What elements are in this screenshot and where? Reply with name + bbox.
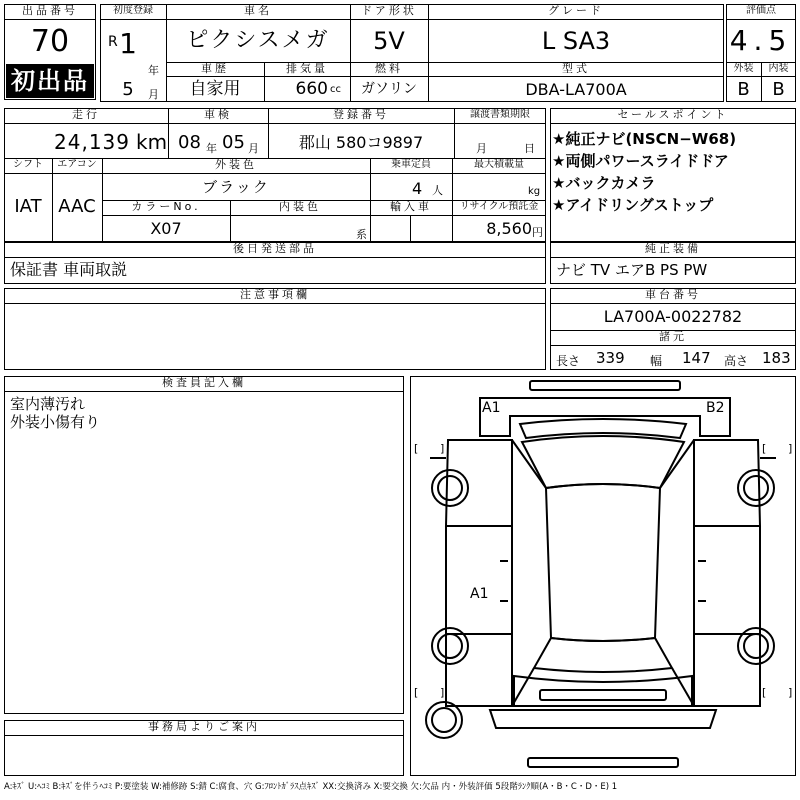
later-parts-label: 後日発送部品 xyxy=(233,242,317,255)
width-label: 幅 xyxy=(650,354,663,368)
notes-label: 注意事項欄 xyxy=(240,288,310,301)
svg-text:]: ] xyxy=(788,686,793,699)
exterior-score-label: 外装 xyxy=(733,63,754,74)
import-label: 輸入車 xyxy=(390,200,432,213)
history-value: 自家用 xyxy=(189,79,241,99)
recycle-unit: 円 xyxy=(532,226,543,239)
recycle-value: 8,560 xyxy=(486,219,532,238)
lot-label: 出品番号 xyxy=(22,4,78,17)
mileage-unit: km xyxy=(136,130,168,154)
height-label: 高さ xyxy=(724,354,749,368)
color-no-value: X07 xyxy=(150,219,182,238)
displacement-unit: cc xyxy=(330,84,341,95)
grade-value: L SA3 xyxy=(541,27,611,55)
office-label: 事務局よりご案内 xyxy=(148,720,260,733)
score-label: 評価点 xyxy=(746,5,776,16)
recycle-label: リサイクル預託金 xyxy=(459,201,539,212)
exterior-score: B xyxy=(737,79,750,100)
mileage-label: 走行 xyxy=(72,108,100,121)
first-listing-badge: 初出品 xyxy=(6,64,94,98)
lot-number: 70 xyxy=(30,24,70,59)
capacity-label: 乗車定員 xyxy=(391,159,431,170)
list-item: ★純正ナビ(NSCN−W68) xyxy=(552,130,737,148)
svg-text:[: [ xyxy=(762,442,767,455)
transfer-label: 譲渡書類期限 xyxy=(470,109,530,120)
equipment-value: ナビ TV エアB PS PW xyxy=(556,261,708,279)
plate-value: 郡山 580コ9897 xyxy=(298,133,424,152)
car-name-value: ピクシスメガ xyxy=(186,28,330,53)
width-value: 147 xyxy=(682,349,711,367)
svg-text:[: [ xyxy=(414,442,419,455)
inspection-year: 08 xyxy=(178,132,201,153)
equipment-label: 純正装備 xyxy=(645,242,701,255)
car-name-label: 車名 xyxy=(244,4,272,17)
ext-color-value: ブラック xyxy=(202,178,270,196)
sales-points-list xyxy=(552,128,794,216)
aircon-value: AAC xyxy=(58,196,96,217)
transfer-day-unit: 日 xyxy=(524,142,535,155)
interior-score: B xyxy=(772,79,785,100)
list-item: 外装小傷有り xyxy=(10,413,101,431)
svg-text:[: [ xyxy=(414,686,419,699)
int-color-label: 内装色 xyxy=(279,200,321,213)
aircon-label: エアコン xyxy=(57,159,97,170)
registration-label: 初度登録 xyxy=(113,5,153,16)
inspection-month: 05 xyxy=(222,132,245,153)
inspection-month-unit: 月 xyxy=(248,142,259,155)
capacity-value: 4 xyxy=(412,179,423,198)
mileage-value: 24,139 xyxy=(54,130,130,154)
transfer-month-unit: 月 xyxy=(476,142,487,155)
svg-text:[: [ xyxy=(762,686,767,699)
int-color-unit: 系 xyxy=(356,228,367,241)
shift-label: シフト xyxy=(13,159,43,170)
svg-text:]: ] xyxy=(788,442,793,455)
list-item: ★バックカメラ xyxy=(552,174,656,192)
length-label: 長さ xyxy=(556,354,581,368)
fuel-value: ガソリン xyxy=(361,81,417,97)
legend: A:ｷｽﾞ U:ﾍｺﾐ B:ｷｽﾞを伴うﾍｺﾐ P:要塗装 W:補修跡 S:錆 C:腐食、穴 G:ﾌﾛﾝﾄｶﾞﾗｽ点ｷｽﾞ XX:交換済み X:要交換 欠:欠品 内・外装評価 5段階ﾗﾝｸ順(A・B・C・D・E) 1 xyxy=(4,782,618,792)
list-item: ★アイドリングストップ xyxy=(552,196,714,214)
later-parts-value: 保証書 車両取説 xyxy=(10,260,128,279)
inspector-label: 検査員記入欄 xyxy=(162,376,246,389)
interior-score-label: 内装 xyxy=(768,63,789,74)
model-value: DBA-LA700A xyxy=(525,80,627,99)
color-no-label: カラーNo. xyxy=(131,200,201,213)
height-value: 183 xyxy=(762,349,791,367)
damage-mark: A1 xyxy=(470,586,489,602)
chassis-label: 車台番号 xyxy=(645,288,701,301)
grade-label: グレード xyxy=(548,4,604,17)
damage-mark: B2 xyxy=(706,400,725,416)
list-item: ★両側パワースライドドア xyxy=(552,152,729,170)
inspector-notes xyxy=(10,395,100,431)
model-label: 型式 xyxy=(562,62,590,75)
registration-month-unit: 月 xyxy=(148,88,159,101)
sales-points-label: セールスポイント xyxy=(617,108,729,121)
plate-label: 登録番号 xyxy=(333,108,389,121)
registration-year: 1 xyxy=(119,27,137,60)
dims-label: 諸元 xyxy=(659,330,687,343)
door-value: 5V xyxy=(373,27,405,55)
car-diagram xyxy=(410,376,796,776)
displacement-label: 排気量 xyxy=(286,62,328,75)
damage-mark: A1 xyxy=(482,400,501,416)
max-load-unit: kg xyxy=(528,186,541,197)
fuel-label: 燃料 xyxy=(375,62,403,75)
list-item: 室内薄汚れ xyxy=(10,395,86,413)
shift-value: IAT xyxy=(14,196,42,217)
svg-text:]: ] xyxy=(440,686,445,699)
history-label: 車歴 xyxy=(201,62,229,75)
capacity-unit: 人 xyxy=(432,184,443,197)
door-label: ドア形状 xyxy=(361,4,417,17)
registration-era: R xyxy=(108,34,118,50)
registration-year-unit: 年 xyxy=(148,64,159,77)
chassis-value: LA700A-0022782 xyxy=(603,307,743,326)
inspection-year-unit: 年 xyxy=(206,142,217,155)
ext-color-label: 外装色 xyxy=(215,158,257,171)
inspection-label: 車検 xyxy=(204,108,232,121)
length-value: 339 xyxy=(596,349,625,367)
max-load-label: 最大積載量 xyxy=(474,159,524,170)
score-value: 4.5 xyxy=(729,24,793,57)
registration-month: 5 xyxy=(122,79,134,100)
svg-text:]: ] xyxy=(440,442,445,455)
displacement-value: 660 xyxy=(295,79,328,99)
